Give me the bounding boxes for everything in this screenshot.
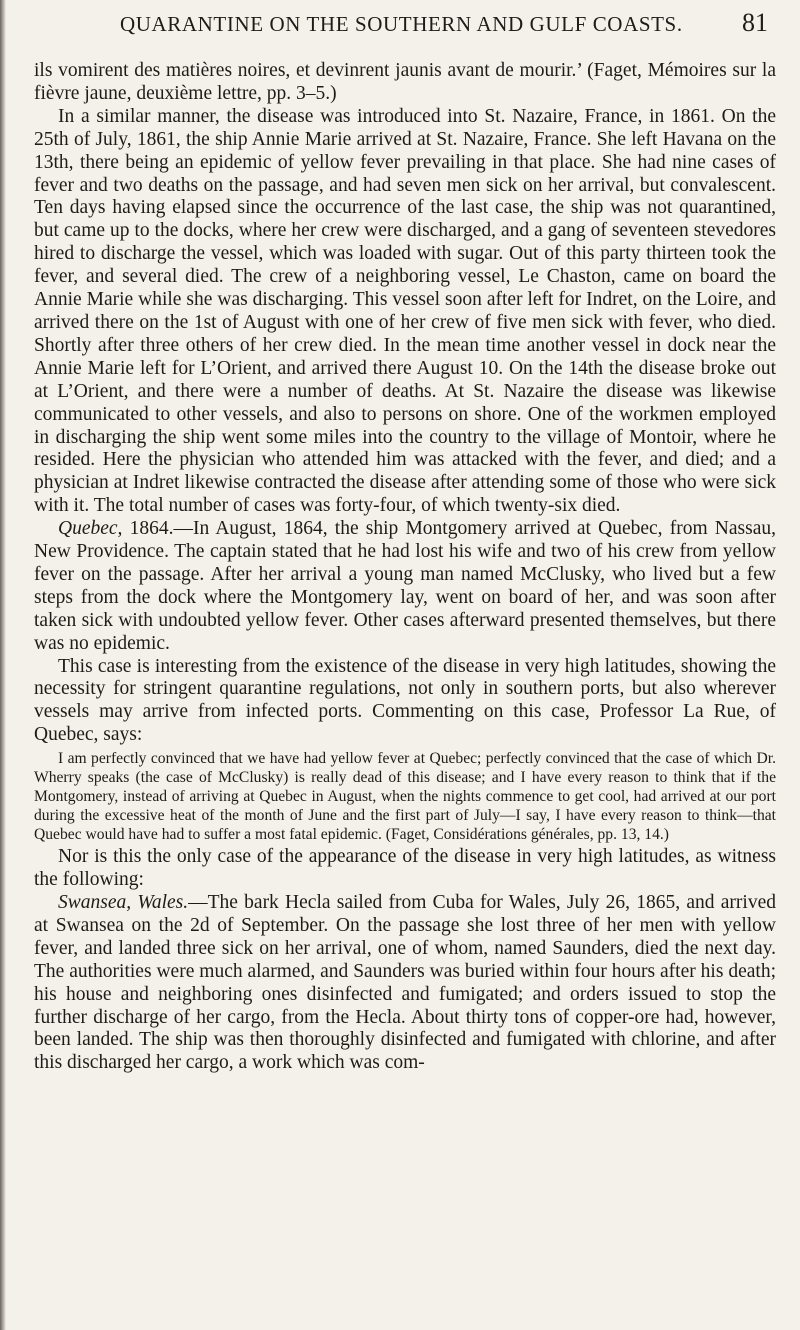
paragraph-other-cases: Nor is this the only case of the appearance of the disease in very high latitudes, as witness the following: (34, 846, 776, 891)
block-quote-la-rue: I am perfectly convinced that we have had yellow fever at Quebec; perfectly convinced that the case of which Dr. Wherry speaks (the case of McClusky) is really dead of this disease; and I have every reason to think that if the Montgomery, instead of arriving at Quebec in August, when the nights commence to get cool, had arrived at our port during the excessive heat of the month of June and the first part of July—I say, I have every reason to think—that Quebec would have had to suffer a most fatal epidemic. (Faget, Considérations générales, pp. 13, 14.) (34, 750, 776, 844)
paragraph-quebec-text: 1864.—In August, 1864, the ship Montgomery arrived at Quebec, from Nassau, New Providence. The captain stated that he had lost his wife and two of his crew from yellow fever on the passage. After her arrival a young man named McClusky, who lived but a few steps from the dock where the Montgomery lay, went on board of her, and was soon after taken sick with undoubted yellow fever. Other cases afterward presented themselves, but there was no epidemic. (34, 518, 776, 654)
paragraph-swansea (34, 892, 776, 1075)
body-text (34, 60, 776, 1075)
page-header (34, 8, 776, 48)
paragraph-lead-quebec: Quebec, (58, 518, 123, 540)
paragraph-lead-swansea: Swansea, Wales. (58, 892, 189, 913)
paragraph-quebec (34, 518, 776, 655)
paragraph-french-quote-end: ils vomirent des matières noires, et devinrent jaunis avant de mourir.’ (Faget, Mémoires sur la fièvre jaune, deuxième lettre, pp. 3–5.) (34, 60, 776, 104)
paragraph-st-nazaire: In a similar manner, the disease was introduced into St. Nazaire, France, in 1861. On the 25th of July, 1861, the ship Annie Marie arrived at St. Nazaire, France. She left Havana on the 13th, there being an epidemic of yellow fever prevailing in that place. She had nine cases of fever and two deaths on the passage, and had seven men sick on her arrival, but convalescent. Ten days having elapsed since the occurrence of the last case, the ship was not quarantined, but came up to the docks, where her crew were discharged, and a gang of seventeen stevedores hired to discharge the vessel, which was loaded with sugar. Out of this party thirteen took the fever, and several died. The crew of a neighboring vessel, Le Chaston, came on board the Annie Marie while she was discharging. This vessel soon after left for Indret, on the Loire, and arrived there on the 1st of August with one of her crew of five men sick with fever, who died. Shortly after three others of her crew died. In the mean time another vessel in dock near the Annie Marie left for L’Orient, and arrived there August 10. On the 14th the disease broke out at L’Orient, and there were a number of deaths. At St. Nazaire the disease was likewise communicated to other vessels, and also to persons on shore. One of the workmen employed in discharging the ship went some miles into the country to the village of Montoir, where he resided. Here the physician who attended him was attacked with the fever, and died; and a physician at Indret likewise contracted the disease after attending some of those who were sick with it. The total number of cases was forty-four, of which twenty-six died. (34, 105, 776, 517)
page-binding-shadow (0, 0, 6, 1330)
running-head: QUARANTINE ON THE SOUTHERN AND GULF COASTS. (120, 12, 683, 36)
page-number: 81 (742, 8, 768, 37)
paragraph-high-latitudes: This case is interesting from the existence of the disease in very high latitudes, showing the necessity for stringent quarantine regulations, not only in southern ports, but also wherever vessels may arrive from infected ports. Commenting on this case, Professor La Rue, of Quebec, says: (34, 655, 776, 746)
book-page (34, 8, 776, 1075)
paragraph-swansea-text: —The bark Hecla sailed from Cuba for Wales, July 26, 1865, and arrived at Swansea on the 2d of September. On the passage she lost three of her men with yellow fever, and landed three sick on her arrival, one of whom, named Saunders, died the next day. The authorities were much alarmed, and Saunders was buried within four hours after his death; his house and neighboring ones disinfected and fumigated; and orders issued to stop the further discharge of her cargo, from the Hecla. About thirty tons of copper-ore had, however, been landed. The ship was then thoroughly disinfected and fumigated with chlorine, and after this discharged her cargo, a work which was com- (34, 892, 776, 1074)
